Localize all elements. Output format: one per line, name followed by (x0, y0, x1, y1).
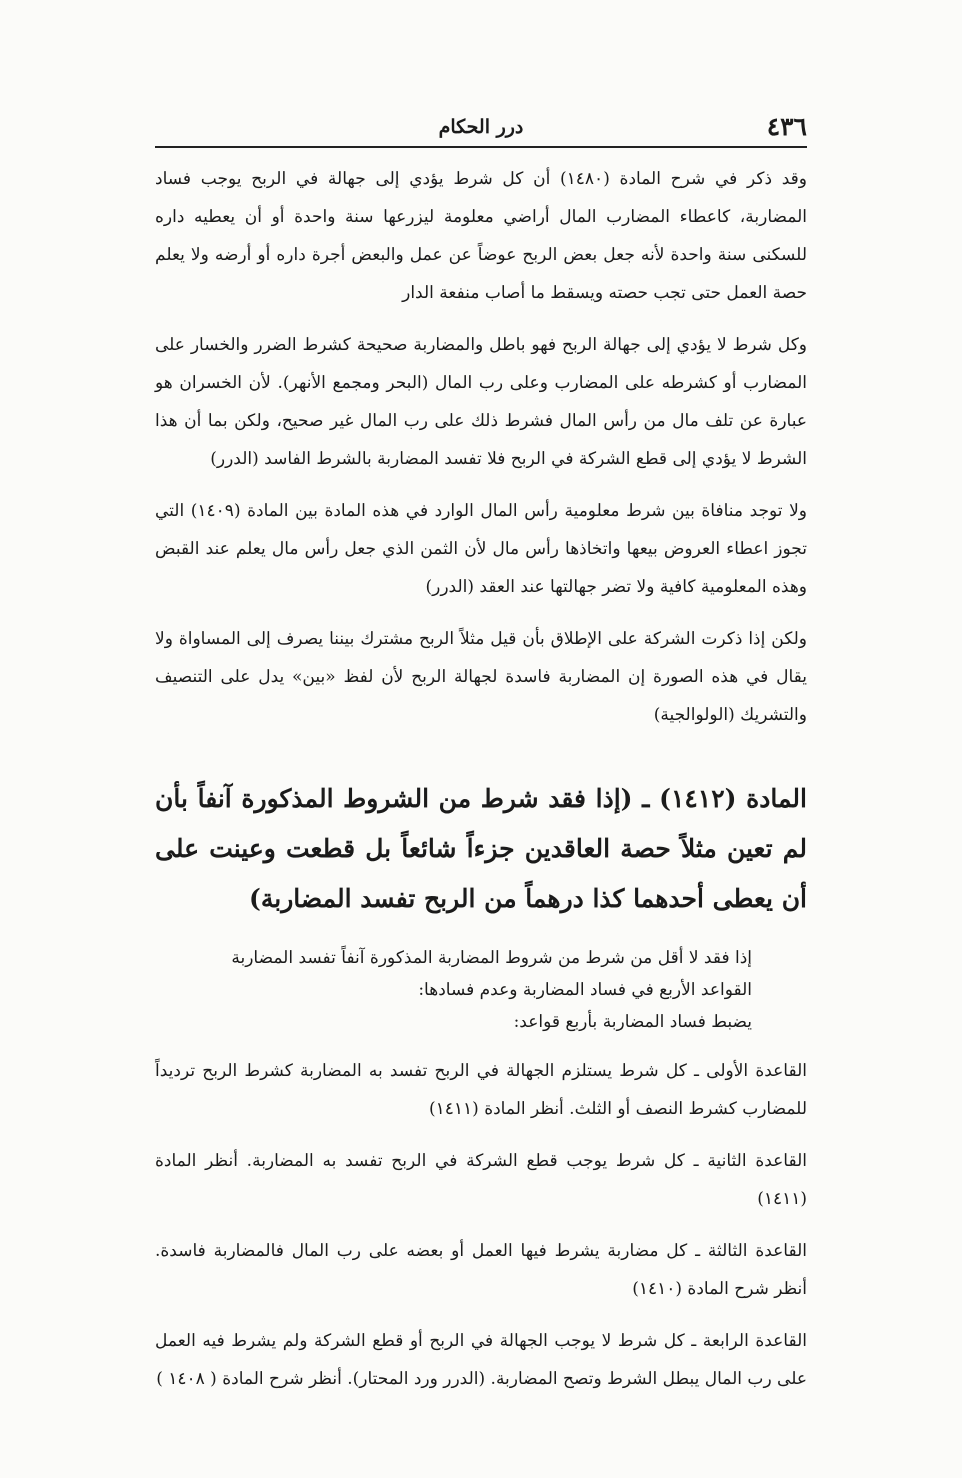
page-number: ٤٣٦ (766, 112, 807, 141)
rule-paragraph: القاعدة الأولى ـ كل شرط يستلزم الجهالة في الربح تفسد به المضاربة كشرط الربح ترديداً للمضارب كشرط النصف أو الثلث. أنظر المادة (١٤١١) (155, 1061, 807, 1119)
page-header (155, 110, 807, 144)
paragraph: وقد ذكر في شرح المادة (١٤٨٠) أن كل شرط يؤدي إلى جهالة في الربح يوجب فساد المضاربة، كاعطاء المضارب المال أراضي معلومة ليزرعها سنة واحدة أو أن يعطيه داره للسكنى سنة واحدة لأنه جعل بعض الربح عوضاً عن عمل والبعض أجرة داره أو أرضه ولا يعلم حصة العمل حتى تجب حصته ويسقط ما أصاب منفعة الدار (155, 169, 807, 303)
summary-line: القواعد الأربع في فساد المضاربة وعدم فسادها: (418, 980, 752, 1000)
article-heading: المادة (١٤١٢) ـ (إذا فقد شرط من الشروط المذكورة آنفاً بأن لم تعين مثلاً حصة العاقدين جزءاً شائعاً بل قطعت وعينت على أن يعطى أحدهما كذا درهماً من الربح تفسد المضاربة) (155, 784, 807, 913)
summary-line: إذا فقد لا أقل من شرط من شروط المضاربة المذكورة آنفاً تفسد المضاربة (231, 948, 752, 968)
paragraph: ولا توجد منافاة بين شرط معلومية رأس المال الوارد في هذه المادة بين المادة (١٤٠٩) التي تجوز اعطاء العروض بيعها واتخاذها رأس مال لأن الثمن الذي جعل رأس مال يعلم عند القبض وهذه المعلومية كافية ولا تضر جهالتها عند العقد (الدرر) (155, 501, 807, 597)
header-rule (155, 146, 807, 148)
rule-paragraph: القاعدة الثالثة ـ كل مضاربة يشرط فيها العمل أو بعضه على رب المال فالمضاربة فاسدة. أنظر شرح المادة (١٤١٠) (155, 1241, 807, 1299)
page-body (155, 160, 807, 1412)
summary-block (155, 942, 807, 1038)
running-title: درر الحكام (438, 116, 524, 138)
paragraph: وكل شرط لا يؤدي إلى جهالة الربح فهو باطل والمضاربة صحيحة كشرط الضرر والخسار على المضارب أو كشرطه على المضارب وعلى رب المال (البحر ومجمع الأنهر). لأن الخسران هو عبارة عن تلف مال من رأس المال فشرط ذلك على رب المال غير صحيح، ولكن بما أن هذا الشرط لا يؤدي إلى قطع الشركة في الربح فلا تفسد المضاربة بالشرط الفاسد (الدرر) (155, 335, 807, 469)
paragraph: ولكن إذا ذكرت الشركة على الإطلاق بأن قيل مثلاً الربح مشترك بيننا يصرف إلى المساواة ولا يقال في هذه الصورة إن المضاربة فاسدة لجهالة الربح لأن لفظ «بين» يدل على التنصيف والتشريك (الولوالجية) (155, 629, 807, 725)
rule-paragraph: القاعدة الثانية ـ كل شرط يوجب قطع الشركة في الربح تفسد به المضاربة. أنظر المادة (١٤١١) (155, 1151, 807, 1209)
summary-line: يضبط فساد المضاربة بأربع قواعد: (513, 1012, 752, 1032)
rule-paragraph: القاعدة الرابعة ـ كل شرط لا يوجب الجهالة في الربح أو قطع الشركة ولم يشرط فيه العمل على رب المال يبطل الشرط وتصح المضاربة. (الدرر ورد المحتار). أنظر شرح المادة ( ١٤٠٨ ) (155, 1331, 807, 1389)
